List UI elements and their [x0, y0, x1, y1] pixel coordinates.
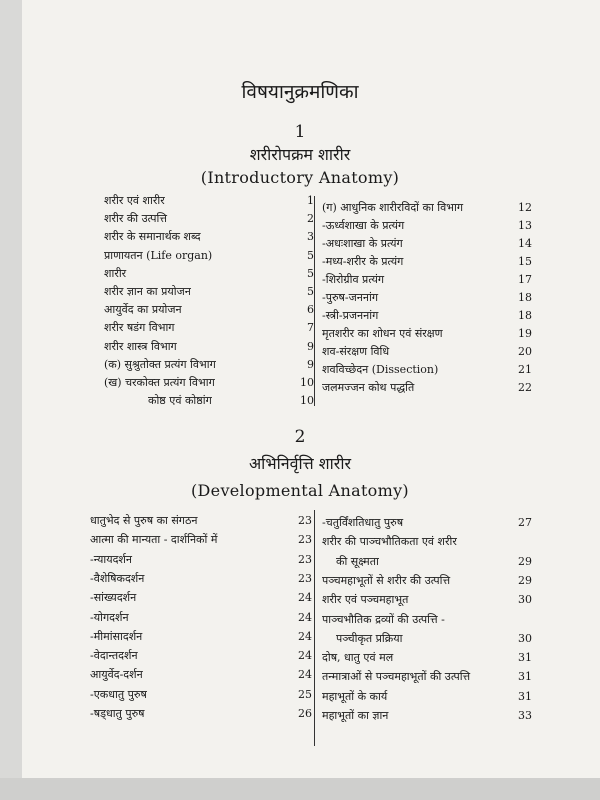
toc-entry-label: दोष, धातु एवं मल	[322, 651, 394, 665]
toc-entry-label: की सूक्ष्मता	[336, 554, 379, 568]
toc-entry	[104, 192, 314, 209]
toc-entry-label: (ग) आधुनिक शारीरविदों का विभाग	[322, 201, 464, 214]
toc-entry	[104, 228, 314, 245]
toc-entry	[322, 325, 532, 342]
toc-entry	[104, 301, 314, 318]
toc-entry-label: -योगदर्शन	[90, 610, 129, 624]
toc-entry-page-number: 12	[518, 201, 532, 214]
toc-entry-label: -मीमांसादर्शन	[90, 629, 143, 643]
toc-entry	[322, 271, 532, 288]
toc-entry-page-number: 31	[518, 670, 532, 684]
toc-entry	[90, 666, 312, 683]
toc-entry	[322, 630, 532, 647]
toc-entry-page-number: 1	[307, 194, 314, 207]
toc-entry-page-number: 13	[518, 219, 532, 232]
toc-entry-page-number: 23	[298, 533, 312, 547]
toc-entry	[90, 589, 312, 606]
toc-entry-page-number: 15	[518, 255, 532, 268]
toc-entry-label: -एकधातु पुरुष	[90, 687, 147, 701]
toc-entry	[104, 283, 314, 300]
toc-entry	[322, 199, 532, 216]
toc-entry	[322, 289, 532, 306]
toc-entry-label: धातुभेद से पुरुष का संगठन	[90, 514, 198, 527]
toc-entry-page-number: 24	[298, 668, 312, 682]
toc-entry-page-number: 23	[298, 571, 312, 585]
toc-entry-page-number: 5	[307, 248, 314, 262]
toc-entry	[90, 551, 312, 568]
toc-entry	[322, 361, 532, 378]
toc-entry-page-number: 25	[298, 687, 312, 701]
toc-entry-page-number: 24	[298, 629, 312, 643]
toc-entry-page-number: 18	[518, 309, 532, 322]
toc-entry-label: पञ्चमहाभूतों से शरीर की उत्पत्ति	[322, 573, 451, 587]
toc-entry	[322, 688, 532, 705]
toc-entry	[322, 553, 532, 570]
toc-entry-label: तन्मात्राओं से पञ्चमहाभूतों की उत्पत्ति	[322, 670, 471, 684]
toc-entry-label: कोष्ठ एवं कोष्ठांग	[148, 394, 212, 408]
toc-entry-page-number: 9	[307, 339, 314, 353]
toc-entry-label: शरीर शास्त्र विभाग	[104, 339, 177, 353]
toc-entry	[322, 217, 532, 234]
section-2-title: अभिनिर्वृत्ति शारीर	[248, 454, 352, 473]
toc-entry	[322, 533, 532, 550]
toc-entry	[322, 611, 532, 628]
toc-entry	[104, 265, 314, 282]
toc-entry-label: प्राणायतन (Life organ)	[104, 248, 213, 262]
toc-entry	[322, 514, 532, 531]
toc-entry-page-number: 3	[307, 230, 314, 244]
toc-entry-page-number: 24	[298, 649, 312, 663]
toc-entry-label: शरीर एवं पञ्चमहाभूत	[322, 593, 409, 607]
toc-entry-page-number: 6	[307, 303, 314, 317]
toc-entry-label: -वेदान्तदर्शन	[90, 649, 138, 663]
toc-entry-label: (ख) चरकोक्त प्रत्यंग विभाग	[104, 376, 215, 389]
toc-entry	[322, 591, 532, 608]
toc-entry-label: जलमज्जन कोथ पद्धति	[322, 381, 415, 394]
section-1-title: शरीरोपक्रम शारीर	[249, 145, 351, 164]
section-2-subtitle: (Developmental Anatomy)	[191, 481, 409, 500]
toc-entry	[322, 668, 532, 685]
toc-entry-page-number: 23	[298, 514, 312, 527]
toc-entry	[104, 356, 314, 373]
toc-entry	[90, 609, 312, 626]
toc-entry-label: महाभूतों के कार्य	[322, 689, 388, 703]
toc-entry-page-number: 10	[300, 394, 314, 408]
toc-entry-page-number: 5	[307, 285, 314, 298]
toc-entry-label: -स्त्री-प्रजननांग	[322, 309, 379, 322]
toc-entry-page-number: 33	[518, 709, 532, 722]
toc-entry	[322, 235, 532, 252]
toc-entry-label: शरीर षडंग विभाग	[104, 321, 175, 335]
toc-entry-page-number: 7	[307, 321, 314, 335]
toc-entry-label: शरीर की उत्पत्ति	[104, 212, 167, 226]
section-1-number: 1	[294, 122, 306, 142]
toc-entry-label: -पुरुष-जननांग	[322, 291, 379, 304]
toc-entry	[322, 707, 532, 724]
toc-entry-page-number: 24	[298, 610, 312, 624]
toc-entry	[322, 307, 532, 324]
toc-entry-page-number: 2	[307, 212, 314, 226]
toc-entry-label: -शिरोग्रीव प्रत्यंग	[322, 273, 385, 286]
toc-entry-page-number: 14	[518, 237, 532, 250]
toc-entry-label: शरीर एवं शारीर	[104, 194, 165, 207]
toc-entry	[104, 210, 314, 227]
toc-entry-label: शारीर	[104, 266, 127, 280]
toc-entry-label: -षड्धातु पुरुष	[90, 707, 145, 720]
toc-entry-label: शवविच्छेदन (Dissection)	[322, 363, 439, 376]
toc-entry-label: शव-संरक्षण विधि	[322, 345, 390, 358]
toc-entry	[90, 570, 312, 587]
toc-entry-label: -सांख्यदर्शन	[90, 591, 137, 605]
toc-entry	[322, 379, 532, 396]
toc-entry-label: मृतशरीर का शोधन एवं संरक्षण	[322, 327, 443, 340]
toc-entry-label: शरीर की पाञ्चभौतिकता एवं शरीर	[322, 535, 457, 549]
toc-entry	[90, 705, 312, 722]
toc-entry-page-number: 23	[298, 552, 312, 566]
toc-entry	[322, 572, 532, 589]
toc-entry	[104, 392, 314, 409]
toc-entry	[104, 319, 314, 336]
toc-entry-page-number: 26	[298, 707, 312, 720]
toc-entry-page-number: 27	[518, 516, 532, 529]
toc-entry-label: -अधःशाखा के प्रत्यंग	[322, 237, 403, 250]
toc-entry-page-number: 21	[518, 363, 532, 376]
toc-entry-page-number: 17	[518, 273, 532, 286]
toc-entry-page-number: 20	[518, 345, 532, 358]
section-1-column-divider	[314, 196, 315, 406]
section-2-column-divider	[314, 510, 315, 746]
toc-entry-label: -चतुर्विंशतिधातु पुरुष	[322, 516, 404, 529]
toc-entry	[104, 374, 314, 391]
toc-entry-page-number: 19	[518, 327, 532, 340]
toc-entry-label: आयुर्वेद का प्रयोजन	[104, 303, 182, 317]
toc-entry-label: पञ्चीकृत प्रक्रिया	[336, 631, 403, 645]
toc-entry-page-number: 31	[518, 651, 532, 665]
toc-entry	[322, 253, 532, 270]
toc-entry-label: आयुर्वेद-दर्शन	[90, 668, 143, 682]
toc-entry	[90, 512, 312, 529]
section-2-number: 2	[294, 427, 306, 447]
page-title: विषयानुक्रमणिका	[241, 81, 359, 103]
toc-entry-label: -न्यायदर्शन	[90, 552, 132, 566]
toc-entry	[104, 338, 314, 355]
toc-entry-page-number: 30	[518, 631, 532, 645]
toc-entry-page-number: 5	[307, 266, 314, 280]
toc-entry-page-number: 18	[518, 291, 532, 304]
toc-entry	[90, 531, 312, 548]
toc-entry-label: पाञ्चभौतिक द्रव्यों की उत्पत्ति -	[322, 612, 445, 626]
toc-entry-page-number: 9	[307, 357, 314, 371]
toc-entry	[90, 647, 312, 664]
toc-entry-label: (क) सुश्रुतोक्त प्रत्यंग विभाग	[104, 357, 216, 371]
toc-entry-page-number: 31	[518, 689, 532, 703]
toc-entry-label: शरीर के समानार्थक शब्द	[104, 230, 201, 244]
toc-entry-page-number: 30	[518, 593, 532, 607]
toc-entry-label: महाभूतों का ज्ञान	[322, 709, 389, 722]
toc-entry	[90, 686, 312, 703]
toc-entry-page-number: 10	[300, 376, 314, 389]
toc-entry	[322, 343, 532, 360]
section-1-subtitle: (Introductory Anatomy)	[200, 168, 400, 187]
toc-entry-page-number: 29	[518, 573, 532, 587]
toc-entry	[104, 247, 314, 264]
toc-entry-label: आत्मा की मान्यता - दार्शनिकों में	[90, 533, 218, 547]
toc-entry-page-number: 29	[518, 554, 532, 568]
toc-entry-page-number: 22	[518, 381, 532, 394]
toc-entry-label: -वैशेषिकदर्शन	[90, 571, 145, 585]
toc-entry-label: -मध्य-शरीर के प्रत्यंग	[322, 255, 404, 268]
toc-entry	[322, 649, 532, 666]
toc-entry-page-number: 24	[298, 591, 312, 605]
toc-entry-label: शरीर ज्ञान का प्रयोजन	[104, 285, 191, 298]
scan-border	[0, 778, 600, 800]
toc-entry-label: -ऊर्ध्वशाखा के प्रत्यंग	[322, 219, 405, 232]
toc-entry	[90, 628, 312, 645]
